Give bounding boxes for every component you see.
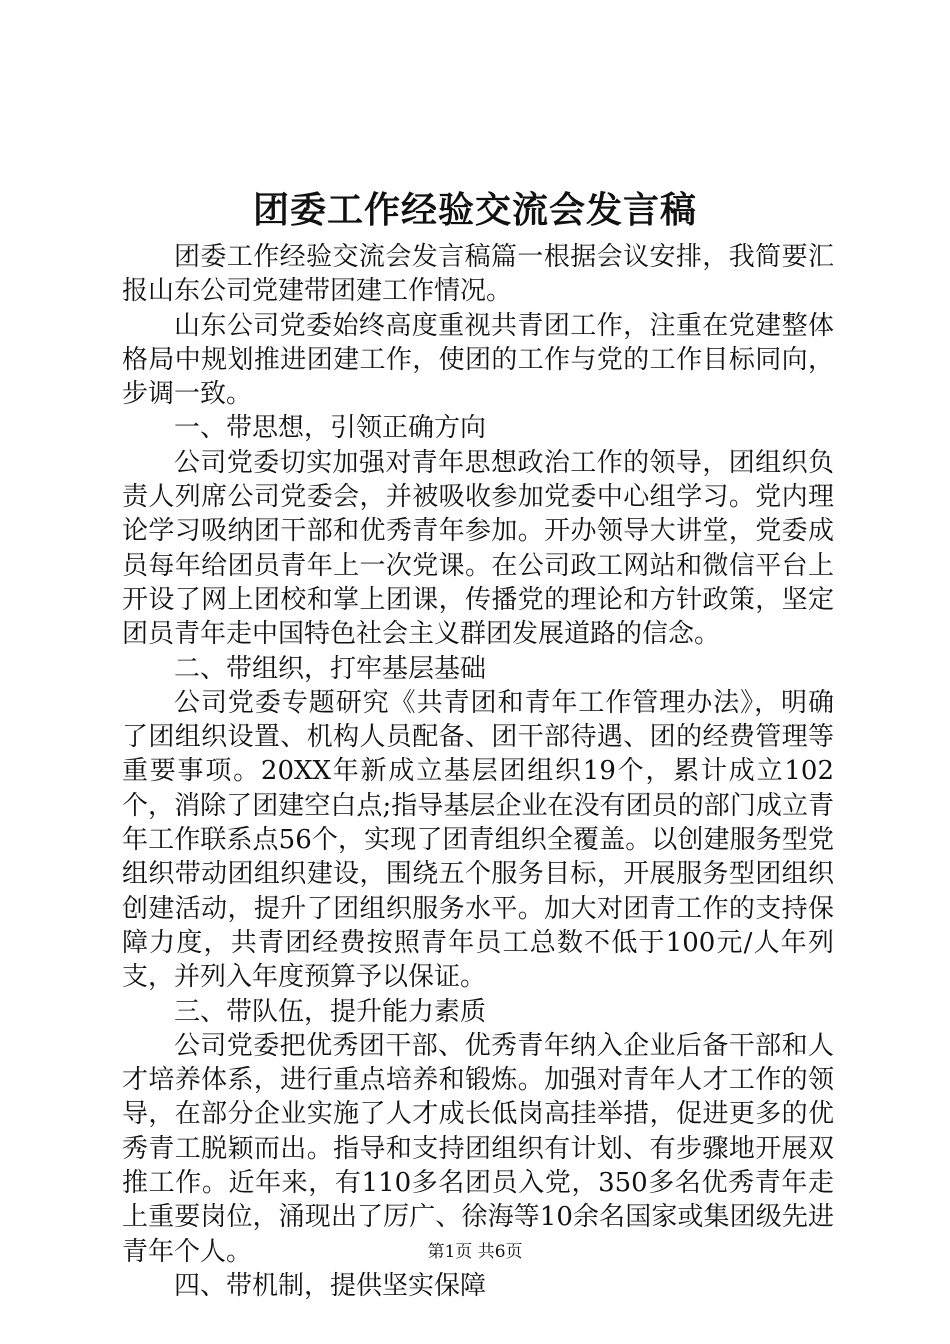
paragraph-section-3: 公司党委把优秀团干部、优秀青年纳入企业后备干部和人才培养体系，进行重点培养和锻炼。加强对青年人才工作的领导，在部分企业实施了人才成长低岗高挂举措，促进更多的优秀青工脱颖而出。指导和支持团组织有计划、有步骤地开展双推工作。近年来，有110多名团员入党，350多名优秀青年走上重要岗位，涌现出了厉广、徐海等10余名国家或集团级先进青年个人。 [122, 1030, 834, 1267]
section-heading-1: 一、带思想，引领正确方向 [174, 413, 487, 444]
paragraph-section-2: 公司党委专题研究《共青团和青年工作管理办法》，明确了团组织设置、机构人员配备、团干部待遇、团的经费管理等重要事项。20XX年新成立基层团组织19个，累计成立102个，消除了团建空白点;指导基层企业在没有团员的部门成立青年工作联系点56个，实现了团青组织全覆盖。以创建服务型党组织带动团组织建设，围绕五个服务目标，开展服务型团组织创建活动，提升了团组织服务水平。加大对团青工作的支持保障力度，共青团经费按照青年员工总数不低于100元/人年列支，并列入年度预算予以保证。 [122, 687, 834, 993]
page-number-footer: 第1页 共6页 [427, 1242, 523, 1262]
section-heading-3: 三、带队伍，提升能力素质 [174, 996, 487, 1027]
section-heading-2: 二、带组织，打牢基层基础 [174, 653, 487, 684]
paragraph-overview: 山东公司党委始终高度重视共青团工作，注重在党建整体格局中规划推进团建工作，使团的工作与党的工作目标同向，步调一致。 [122, 310, 834, 410]
document-title: 团委工作经验交流会发言稿 [252, 189, 697, 231]
paragraph-section-1: 公司党委切实加强对青年思想政治工作的领导，团组织负责人列席公司党委会，并被吸收参加党委中心组学习。党内理论学习吸纳团干部和优秀青年参加。开办领导大讲堂，党委成员每年给团员青年上一次党课。在公司政工网站和微信平台上开设了网上团校和掌上团课，传播党的理论和方针政策，坚定团员青年走中国特色社会主义群团发展道路的信念。 [122, 447, 834, 650]
paragraph-intro: 团委工作经验交流会发言稿篇一根据会议安排，我简要汇报山东公司党建带团建工作情况。 [122, 242, 834, 307]
section-heading-4: 四、带机制，提供坚实保障 [174, 1270, 487, 1301]
document-body [122, 240, 834, 1303]
